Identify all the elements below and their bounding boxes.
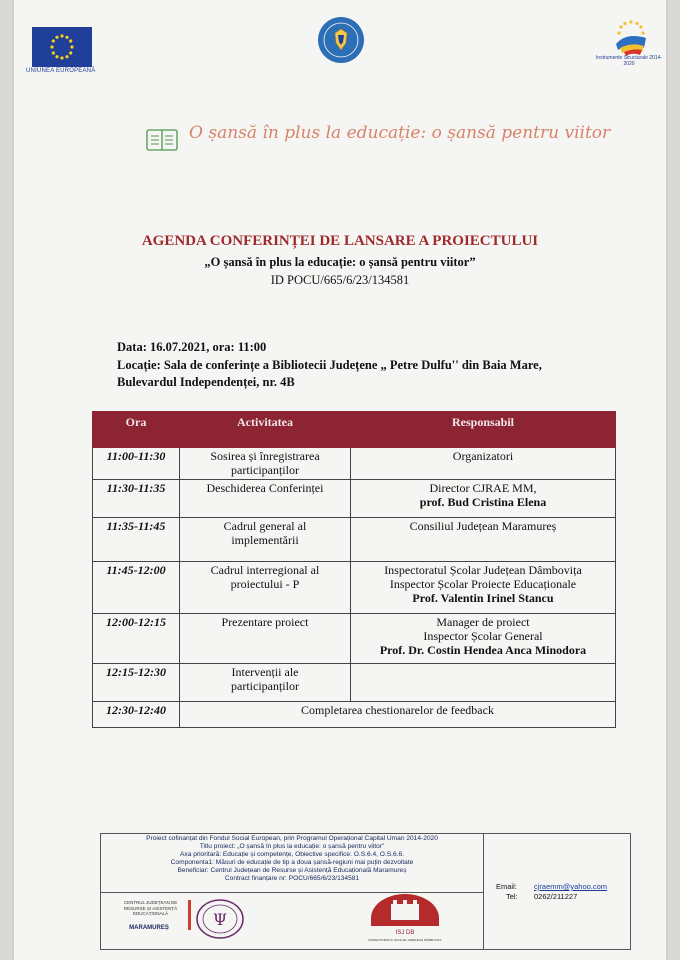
responsible-name: Prof. Dr. Costin Hendea Anca Minodora (379, 643, 587, 657)
row-responsible (351, 614, 616, 664)
row-responsible (351, 664, 616, 702)
activity-line: Deschiderea Conferinței (206, 481, 324, 495)
footer-project-info (101, 834, 484, 893)
header-time: Ora (93, 412, 180, 448)
row-time: 12:15-12:30 (93, 664, 180, 702)
table-row (93, 664, 616, 702)
row-activity (180, 518, 351, 562)
activity-line: Intervenții ale (231, 665, 299, 679)
eu-flag-logo (32, 27, 92, 67)
row-responsible (351, 480, 616, 518)
government-seal-icon (317, 16, 365, 64)
activity-line: Cadrul general al (223, 519, 307, 533)
footer-box (100, 833, 631, 950)
slogan: O șansă în plus la educație: o șansă pentru viitor (189, 123, 611, 143)
footer-line: Beneficiar: Centrul Județean de Resurse și Asistență Educațională Maramureș (177, 867, 407, 874)
footer-line: Axa prioritară: Educație și competențe, Obiective specifice: O.S.6.4, O.S.6.6. (180, 851, 404, 858)
responsible-line: Inspector Școlar General (423, 629, 543, 643)
table-row (93, 518, 616, 562)
email-label: Email: (496, 882, 517, 891)
cjrae-logo-text: CENTRUL JUDEȚEAN DE RESURSE ȘI ASISTENȚĂ EDUCAȚIONALĂ (123, 900, 178, 916)
agenda-table (92, 411, 616, 728)
header-activity: Activitatea (180, 412, 351, 448)
event-location-line-2: Bulevardul Independenței, nr. 4B (117, 375, 295, 389)
isj-logo-icon (367, 894, 443, 946)
table-row (93, 480, 616, 518)
responsible-name: prof. Bud Cristina Elena (419, 495, 547, 509)
tel-value: 0262/211227 (534, 892, 578, 901)
email-link[interactable]: cjraemm@yahoo.com (534, 882, 608, 891)
footer-logos (101, 892, 484, 949)
project-id: ID POCU/665/6/23/134581 (270, 273, 410, 287)
project-title: „O șansă în plus la educație: o șansă pentru viitor” (204, 255, 476, 269)
responsible-line: Inspectoratul Școlar Județean Dâmbovița (384, 563, 582, 577)
cjrae-logo-bar (188, 900, 191, 930)
row-activity-merged: Completarea chestionarelor de feedback (180, 702, 616, 728)
event-date: Data: 16.07.2021, ora: 11:00 (117, 340, 267, 354)
row-activity (180, 664, 351, 702)
row-activity (180, 614, 351, 664)
responsible-line: Director CJRAE MM, (429, 481, 537, 495)
eu-stars-icon (32, 27, 92, 67)
isj-logo-subtitle: INSPECTORATUL ȘCOLAR JUDEȚEAN DÂMBOVIȚA (368, 938, 442, 942)
table-header-row (93, 412, 616, 448)
footer-line: Titlu proiect: „O șansă în plus la educație: o șansă pentru viitor” (199, 843, 385, 850)
agenda-title: AGENDA CONFERINȚEI DE LANSARE A PROIECTULUI (141, 233, 539, 249)
row-time: 11:30-11:35 (93, 480, 180, 518)
isj-logo-label: ISJ DB (395, 930, 415, 936)
footer-lines (101, 835, 483, 883)
event-location-line-1: Locație: Sala de conferințe a Bibliotecii Județene „ Petre Dulfu'' din Baia Mare, (117, 358, 542, 372)
row-time: 11:45-12:00 (93, 562, 180, 614)
row-time: 11:00-11:30 (93, 448, 180, 480)
activity-line: participanților (231, 463, 299, 477)
psychology-logo-icon (195, 898, 245, 940)
row-time: 11:35-11:45 (93, 518, 180, 562)
footer-contact (484, 834, 630, 949)
activity-line: proiectului - P (230, 577, 300, 591)
responsible-line: Consiliul Județean Maramureș (409, 519, 557, 533)
responsible-line: Manager de proiect (436, 615, 530, 629)
row-responsible (351, 518, 616, 562)
row-activity (180, 448, 351, 480)
structural-instruments-label: Instrumente Structurale 2014-2020 (595, 55, 663, 67)
footer-line: Componenta1: Măsuri de educație de tip a doua șansă-regiuni mai puțin dezvoltate (170, 859, 414, 866)
row-time: 12:30-12:40 (93, 702, 180, 728)
activity-line: participanților (231, 679, 299, 693)
header-responsible: Responsabil (351, 412, 616, 448)
tel-label: Tel: (506, 892, 518, 901)
row-time: 12:00-12:15 (93, 614, 180, 664)
row-activity (180, 480, 351, 518)
activity-line: Cadrul interregional al (210, 563, 320, 577)
footer-line: Proiect cofinanțat din Fondul Social European, prin Programul Operațional Capital Uman 2014-2020 (146, 835, 438, 842)
svg-text:Ψ: Ψ (212, 910, 228, 929)
row-activity (180, 562, 351, 614)
row-responsible (351, 448, 616, 480)
footer-line: Contract finanțare nr: POCU/665/6/23/134581 (224, 875, 360, 882)
table-row (93, 448, 616, 480)
open-book-icon (146, 128, 178, 152)
agenda-body (93, 448, 616, 728)
table-row (93, 562, 616, 614)
eu-label: UNIUNEA EUROPEANĂ (26, 68, 96, 74)
table-row (93, 702, 616, 728)
responsible-name: Prof. Valentin Irinel Stancu (412, 591, 554, 605)
activity-line: implementării (231, 533, 299, 547)
table-row (93, 614, 616, 664)
row-responsible (351, 562, 616, 614)
responsible-line: Inspector Școlar Proiecte Educaționale (389, 577, 577, 591)
activity-line: Sosirea și înregistrarea (210, 449, 320, 463)
activity-line: Prezentare proiect (221, 615, 309, 629)
responsible-line: Organizatori (452, 449, 514, 463)
cjrae-logo-name: MARAMUREȘ (129, 925, 169, 931)
